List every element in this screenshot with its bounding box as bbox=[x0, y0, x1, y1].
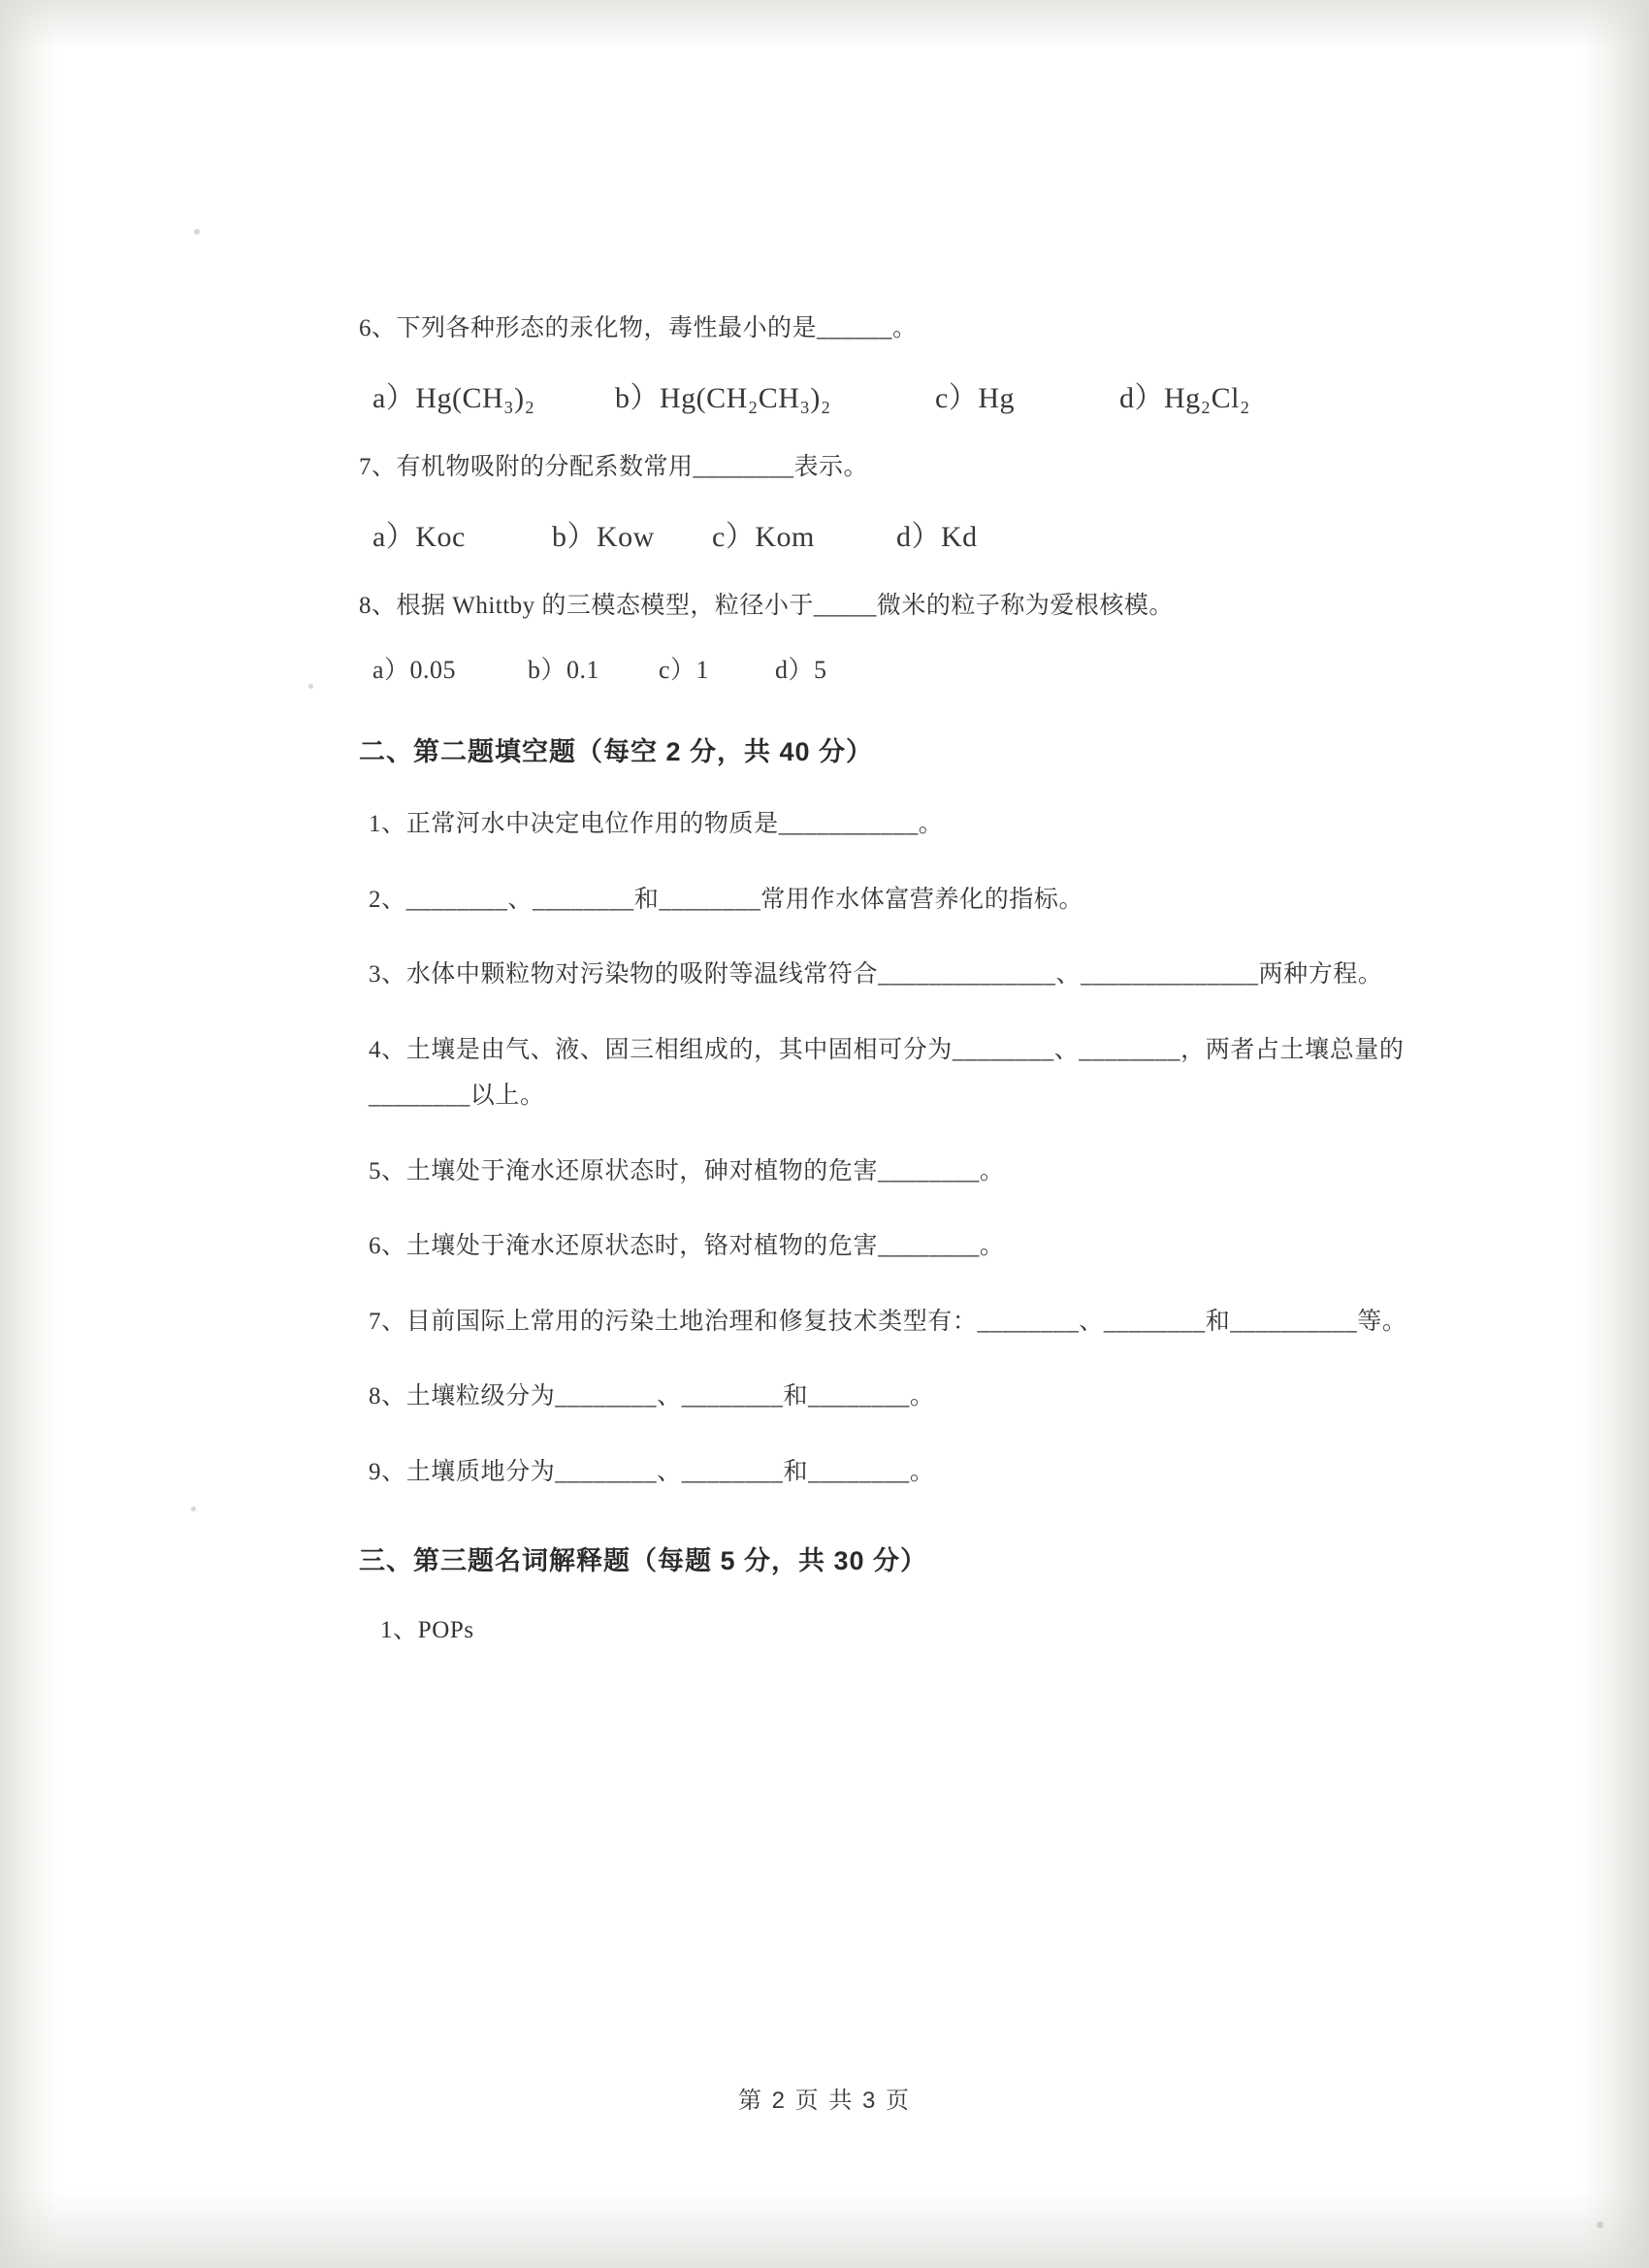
fill-item-3: 3、水体中颗粒物对污染物的吸附等温线常符合______________、______________两种方程。 bbox=[369, 961, 1383, 988]
scan-speck bbox=[191, 1507, 196, 1511]
question-6-stem: 6、下列各种形态的汞化物，毒性最小的是______。 bbox=[359, 315, 918, 341]
section-two-heading: 二、第二题填空题（每空 2 分，共 40 分） bbox=[359, 737, 874, 767]
question-6-option-d[interactable]: d）Hg₂Cl₂ bbox=[1119, 381, 1250, 414]
fill-item-9: 9、土壤质地分为________、________和________。 bbox=[369, 1458, 935, 1485]
page-edge-shadow-top bbox=[0, 0, 1649, 49]
fill-item-5: 5、土壤处于淹水还原状态时，砷对植物的危害________。 bbox=[369, 1157, 1005, 1184]
question-7-options bbox=[372, 512, 1465, 555]
section-three-heading: 三、第三题名词解释题（每题 5 分，共 30 分） bbox=[359, 1546, 928, 1576]
fill-item-6: 6、土壤处于淹水还原状态时，铬对植物的危害________。 bbox=[369, 1233, 1005, 1260]
question-6-option-a[interactable]: a）Hg(CH₃)₂ bbox=[372, 381, 535, 414]
question-7-option-c[interactable]: c）Kom bbox=[712, 520, 815, 553]
fill-item-8: 8、土壤粒级分为________、________和________。 bbox=[369, 1383, 935, 1410]
page-edge-shadow-left bbox=[0, 0, 58, 2268]
fill-item-4: 4、土壤是由气、液、固三相组成的，其中固相可分为________、________，两者占土壤总量的________以上。 bbox=[369, 1036, 1405, 1110]
fill-item-7: 7、目前国际上常用的污染土地治理和修复技术类型有：________、________和__________等。 bbox=[369, 1308, 1407, 1335]
question-8-option-c[interactable]: c）1 bbox=[659, 656, 710, 685]
page-footer: 第 2 页 共 3 页 bbox=[737, 2088, 912, 2114]
fill-item-2: 2、________、________和________常用作水体富营养化的指标。 bbox=[369, 886, 1084, 913]
question-7-option-a[interactable]: a）Koc bbox=[372, 520, 466, 553]
exam-body bbox=[359, 310, 1465, 1645]
question-7-stem: 7、有机物吸附的分配系数常用________表示。 bbox=[359, 453, 869, 480]
question-7-option-d[interactable]: d）Kd bbox=[896, 520, 978, 553]
term-item-1: 1、POPs bbox=[380, 1617, 474, 1644]
question-6-option-b[interactable]: b）Hg(CH₂CH₃)₂ bbox=[615, 381, 831, 414]
scan-speck bbox=[308, 684, 313, 689]
question-7-option-b[interactable]: b）Kow bbox=[552, 520, 655, 553]
page-edge-shadow-bottom bbox=[0, 2190, 1649, 2268]
fill-item-1: 1、正常河水中决定电位作用的物质是___________。 bbox=[369, 811, 944, 838]
question-8-options bbox=[372, 650, 1465, 686]
question-6-options bbox=[372, 373, 1465, 416]
scan-speck bbox=[1597, 2221, 1603, 2228]
question-6-option-c[interactable]: c）Hg bbox=[935, 381, 1015, 414]
scan-speck bbox=[194, 229, 200, 235]
question-8-option-d[interactable]: d）5 bbox=[775, 656, 827, 685]
question-8-option-a[interactable]: a）0.05 bbox=[372, 656, 457, 685]
page-edge-shadow-right bbox=[1581, 0, 1649, 2268]
question-8-stem: 8、根据 Whittby 的三模态模型，粒径小于_____微米的粒子称为爱根核模。 bbox=[359, 592, 1174, 619]
question-8-option-b[interactable]: b）0.1 bbox=[528, 656, 600, 685]
